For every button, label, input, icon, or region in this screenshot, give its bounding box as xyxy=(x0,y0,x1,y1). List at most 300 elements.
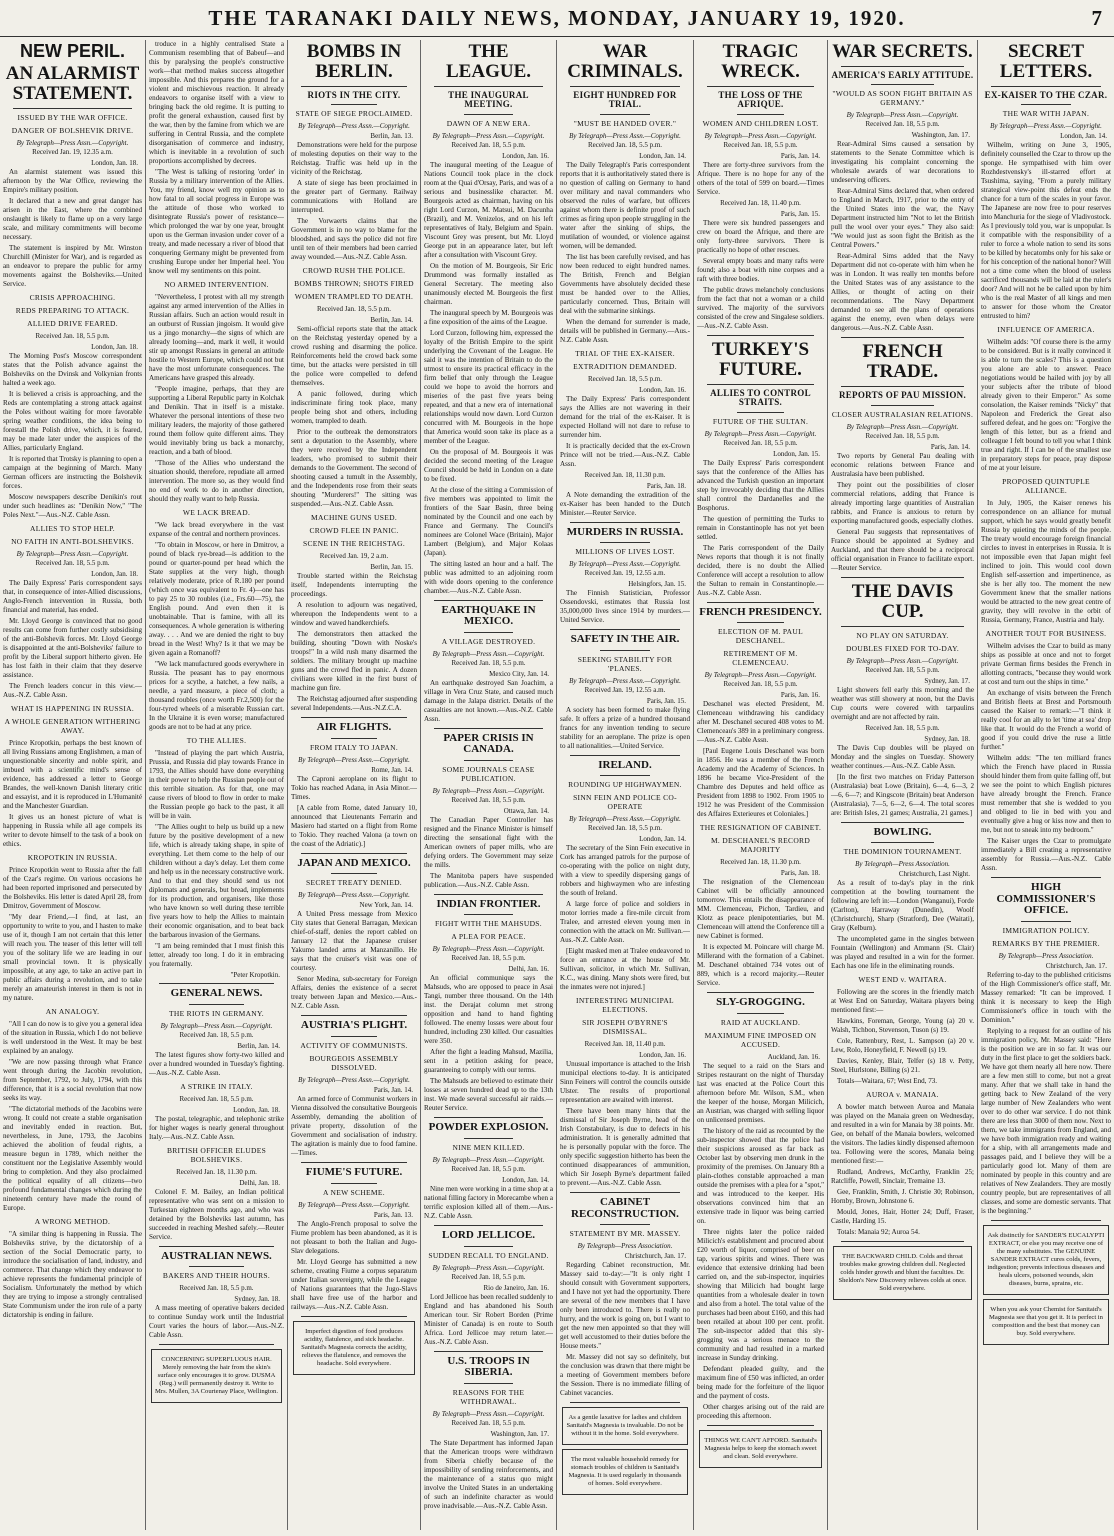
deck-line: SCENE IN THE REICHSTAG. xyxy=(303,539,405,549)
received-line: Received Jan. 18, 5.5 p.m. xyxy=(316,305,392,314)
article-paragraph: Several empty boats and many rafts were found; also a boat with nine corpses and a raft with three bodies. xyxy=(697,256,824,283)
dateline: London, Jan. 14. xyxy=(639,835,686,844)
byline: By Telegraph—Press Assn.—Copyright. xyxy=(990,122,1102,131)
deck-line: ANOTHER TOUT FOR BUSINESS. xyxy=(985,629,1107,639)
headline: NEW PERIL. xyxy=(19,41,125,61)
deck-line: WHAT IS HAPPENING IN RUSSIA. xyxy=(10,703,135,713)
article-paragraph: Davies, Kenley, Blair, Telfer (s) 18 v. Petty, Steel, Hurlstone, Billing (s) 21. xyxy=(831,1057,974,1075)
deck-line: ALLIES TO STOP HELP. xyxy=(30,523,115,533)
received-line: Received Jan. 19, 2 a.m. xyxy=(319,552,389,561)
received-line: Received Jan. 18, 5.5 p.m. xyxy=(587,374,663,383)
dateline: Auckland, Jan. 16. xyxy=(767,1052,820,1061)
received-line: Received Jan. 19, 12.35 a.m. xyxy=(32,147,113,156)
article-paragraph: A United Press message from Mexico City states that General Barragan, Mexican chief-of-staff, denies the report cabled on January 12 that the Japanese cruiser Yakumo landed arms at Manzanillo. He says that the cruiser's visit was one of courtesy. xyxy=(291,910,417,973)
byline: By Telegraph—Press Assn.—Copyright. xyxy=(160,1021,273,1030)
column-rule xyxy=(301,86,407,87)
headline: CABINET RECONSTRUCTION. xyxy=(571,1196,679,1220)
column-rule xyxy=(1021,104,1071,105)
article-paragraph: When the demand for surrender is made, details will be published in Germany.—Aus.-N.Z. Cable Assn. xyxy=(560,317,690,344)
column-rule xyxy=(737,114,784,115)
article-paragraph: Hawkins, Foreman, George, Young (a) 20 v. Walsh, Tichbon, Stevenson, Tuson (s) 19. xyxy=(831,1017,974,1035)
article-paragraph: It declared that a new and great danger has arisen in the East, where the combined onslaught is likely to flame up on a very large scale, and military commitments will become necessary. xyxy=(3,196,142,241)
column-rule xyxy=(707,992,814,993)
deck-line: A PLEA FOR PEACE. xyxy=(451,932,526,942)
article-paragraph: Cole, Rattenbury, Rest, L. Sampson (a) 20 v. Lew, Rolo, Honeyfield, F. Newell (s) 19. xyxy=(831,1037,974,1055)
column-rule xyxy=(464,114,513,115)
deck-line: FROM ITALY TO JAPAN. xyxy=(310,742,398,752)
article-paragraph: troduce in a highly centralised State a Communism resembling that of Babeuf—and this by paralysing the people's constructive work—that method makes success altogether impossible. And this prepares the ground for a violent and mischievous reaction. It already endeavors to organise itself with a view to bringing back the old regime. It is putting to profit the general exhaustion, caused first by the war, then by the famine from which we are suffering in Central Russia, and the complete disorganisation of commerce and industry, which is inevitable in a revolution of such proportions accomplished by decrees. xyxy=(149,40,284,165)
deck-line: ISSUED BY THE WAR OFFICE. xyxy=(17,112,128,122)
column-rule xyxy=(871,842,934,843)
dateline: Paris, Jan. 18. xyxy=(646,481,686,490)
article-paragraph: Lord Curzon, following him, expressed the loyalty of the British Empire to the spirit underlying the Covenant of the League. He said it was the intention of Britain to do the utmost to ensure its practical efficacy in the firm belief that only through the League could we hope to avoid the horrors and miseries of the past five years being repeated, and that a new era of international relationships would now dawn. Lord Curzon concurred with M. Bourgeois in the hope that America would soon take its place as a member of the League. xyxy=(424,328,553,445)
subheadline: EX-KAISER TO THE CZAR. xyxy=(984,89,1108,100)
column-rule xyxy=(600,650,650,651)
subheadline: THE INAUGURAL MEETING. xyxy=(448,89,529,110)
headline: AUSTRALIAN NEWS. xyxy=(161,1249,272,1262)
column-rule xyxy=(464,1138,513,1139)
deck-line: NO ARMED INTERVENTION. xyxy=(164,280,269,289)
received-line: Received Jan. 18, 5.5 p.m. xyxy=(451,954,526,963)
headline: FIUME'S FUTURE. xyxy=(305,1165,403,1178)
article-paragraph: Lord Jellicoe has been recalled suddenly to England and has abandoned his South American tour. Sir Robert Borden (Prime Minister of Canada) is en route to South Africa. Lord Jellicoe may return later.—Aus.-N.Z. Cable Assn. xyxy=(424,1292,553,1346)
article-paragraph: On the motion of M. Bourgeois, Sir Eric Drummond was formally installed as General Secretary. The meeting also unanimously elected M. Bourgeois the first chairman. xyxy=(424,261,553,306)
article-paragraph: After the fight a leading Mahsud, Mazilia, sent in a petition asking for peace, guaranteeing to comply with our terms. xyxy=(424,1048,553,1075)
article-paragraph: Totals—Waitara, 67; West End, 73. xyxy=(837,1077,938,1086)
article-paragraph: Gee, Franklin, Smith, J. Christie 30; Robinson, Hornby, Brown, Johnstone 6. xyxy=(831,1188,974,1206)
dateline: Christchurch, Jan. 17. xyxy=(1045,961,1107,970)
column-2 xyxy=(146,40,288,1530)
column-rule xyxy=(301,1015,407,1016)
article-paragraph: Mr. Lloyd George is convinced that no good results can come from further costly subsidising of the anti-Bolshevik forces. Mr. Lloyd George is disappointed at the anti-Bolsheviks' failure to profit by the Liberal support hitherto given. He has lost faith in their claim that they deserve assistance. xyxy=(3,616,142,679)
article-paragraph: A resolution to adjourn was negatived, whereupon the Independents went to a window and waved handkerchiefs. xyxy=(291,601,417,628)
dateline: Paris, Jan. 14. xyxy=(780,151,820,160)
article-paragraph: "We lack manufactured goods everywhere in Russia. The peasant has to pay enormous prices for a scythe, a hatchet, a few nails, a needle, a yard measure, a piece of cloth; a thousand roubles (once worth Fr.2,500) for the four-tyred wheels of a miserable Russian cart. In the Ukraine it is even worse; manufactured goods are not to be had at any price. xyxy=(149,660,284,731)
article-paragraph: [Eight masked men at Tralee endeavored to force an entrance at the house of Mr. Sullivan, solicitor, in which Mr. Sullivan, K.C., was dining. Many shots were fired, but the inmates were not injured.] xyxy=(560,947,690,992)
dateline: Paris, Jan. 14. xyxy=(373,1085,413,1094)
article-paragraph: Unusual importance is attached to the Irish municipal elections to-day. It is anticipated Sinn Feiners will control the councils outside Ulster. The results of proportional representation are awaited with interest. xyxy=(560,1060,690,1105)
advertisement xyxy=(562,1449,688,1495)
article-paragraph: The inaugural meeting of the League of Nations Council took place in the clock room at the Quai d'Orsay, Paris, and was of a serious and businesslike character. M. Bourgeois acted as chairman, having on his right Lord Curzon, M. Matsui, M. Dacunha (Brazil), and M. Venizelos, and on his left representatives of Italy, Belgium and Spain. Viscount Grey was present, but Mr. Lloyd George put in an appearance later, but left after a consultation with Viscount Grey. xyxy=(424,160,553,259)
article-paragraph: Rear-Admiral Sims declared that, when ordered to England in March, 1917, prior to the entry of the United States into the war, the Navy Department instructed him "Not to let the British pull the wool over your eyes." They also said: "We would just as soon fight the British as the Central Powers." xyxy=(831,187,974,250)
byline: By Telegraph—Press Assn.—Copyright. xyxy=(432,1263,545,1272)
column-rule xyxy=(841,66,964,67)
byline: By Telegraph—Press Assn.—Copyright. xyxy=(846,422,959,431)
article-paragraph: Trouble started within the Reichstag itself, Independents interrupting the proceedings. xyxy=(291,572,417,599)
byline: By Telegraph—Press Assn.—Copyright. xyxy=(298,755,410,764)
dateline: Berlin, Jan. 15. xyxy=(370,563,413,572)
received-line: Received Jan. 18, 5.5 p.m. xyxy=(723,680,798,689)
dateline: Rome, Jan. 14. xyxy=(371,765,413,774)
dateline: Berlin, Jan. 14. xyxy=(237,1041,280,1050)
column-rule xyxy=(707,602,814,603)
article-paragraph: "The dictatorial methods of the Jacobins were wrong. It could not create a stable organisation and inevitably ended in reaction. But, nevertheless, in June, 1793, the Jacobins achieved the abolition of feudal rights, a measure begun in 1789, which neither the constituent nor the Legislative Assembly would bring to completion. And they also proclaimed the political equality of all citizens—two profound fundamental changes which during the nineteenth century have made the round of Europe. xyxy=(3,1104,142,1212)
column-rule xyxy=(570,86,680,87)
subheadline: ALLIES TO CONTROL STRAITS. xyxy=(710,387,811,408)
column-rule xyxy=(189,1004,244,1005)
article-paragraph: On the proposal of M. Bourgeois it was decided the second meeting of the League Council should be held in London on a date to be fixed. xyxy=(424,447,553,483)
article-paragraph: The public draws melancholy conclusions from the fact that not a woman or a child survived. The majority of the survivors consisted of the crew and Singalese soldiers.—Aus.-N.Z. Cable Assn. xyxy=(697,285,824,330)
article-paragraph: [Paul Eugene Louis Deschanel was born in 1856. He was a member of the French Academy and the Academy of Sciences. In 1896 he became Vice-President of the Chambre des Deputes and held office as President from 1898 to 1902. From 1905 to 1912 he was President of the Commission des Affaires Exterieures et Coloniales.] xyxy=(697,747,824,819)
deck-line: BOURGEOIS ASSEMBLY DISSOLVED. xyxy=(309,1053,399,1072)
byline: By Telegraph—Press Assn.—Copyright. xyxy=(704,671,817,680)
byline: By Telegraph—Press Assn.—Copyright. xyxy=(704,131,817,140)
dateline: Paris, Jan. 13. xyxy=(373,1210,413,1219)
received-line: Received Jan. 18, 5.5 p.m. xyxy=(451,658,526,667)
headline: INDIAN FRONTIER. xyxy=(436,897,541,910)
deck-line: A WRONG METHOD. xyxy=(34,1216,111,1226)
deck-line: SINN FEIN AND POLICE CO-OPERATE xyxy=(573,793,677,812)
byline: By Telegraph—Press Assn.—Copyright. xyxy=(432,1156,545,1165)
article-paragraph: There are forty-three survivors from the Afrique. There is no hope for any of the others of the total of 599 on board.—Times Service. xyxy=(697,160,824,196)
article-paragraph: The Reichstag adjourned after suspending several Independents.—Aus.-N.Z.C.A. xyxy=(291,695,417,713)
article-paragraph: The Canadian Paper Controller has resigned and the Finance Minister is himself directing the sensational fight with the American owners of paper mills, who are defying orders. The Government may seize the mills. xyxy=(424,815,553,869)
deck-line: WOMEN TRAMPLED TO DEATH. xyxy=(294,292,414,302)
headline: IRELAND. xyxy=(598,758,652,771)
article-paragraph: "Those of the Allies who understand the situation should, therefore, repudiate all armed intervention. The more so, as they would find no end of work to do in another direction, should they really want to help Russia. xyxy=(149,459,284,503)
dateline: Christchurch, Last Night. xyxy=(898,870,970,879)
column-7 xyxy=(828,40,978,1530)
article-paragraph: Totals: Manaia 92; Auroa 54. xyxy=(837,1228,920,1237)
article-paragraph: "The Allies ought to help us build up a new future by the positive development of a new life, which is already taking shape, in spite of everything. Let them come to the help of our children without a day's delay. Let them come and help us in the necessary constructive work. And to that end they should send us not diplomats and generals, but bread, implements for its production, and organisers, like those who have known so well during these terrible five years how to help the Allies to maintain their economic organisation, and to beat back the barbarous invasion of the Germans. xyxy=(149,823,284,939)
dateline: "Peter Kropotkin. xyxy=(230,971,280,979)
column-rule xyxy=(301,853,407,854)
article-paragraph: An armed force of Communist workers in Vienna dissolved the consultative Bourgeois Assembly, demanding the abolition of private property, dissolution of the Government and socialisation of industry. The agitation is mainly due to food famine.—Times. xyxy=(291,1094,417,1157)
received-line: Received Jan. 18, 5.5 p.m. xyxy=(451,1165,526,1174)
article-paragraph: The Daily Express' Paris correspondent says the Allies are not wavering in their demand for the trial of the ex-Kaiser. It is expected Holland will not dare to refuse to surrender him. xyxy=(560,394,690,439)
headline: WAR CRIMINALS. xyxy=(567,41,683,82)
headline: FRENCH TRADE. xyxy=(862,341,943,383)
dateline: London, Jan. 18. xyxy=(91,342,138,351)
deck-line: REDS PREPARING TO ATTACK. xyxy=(15,305,130,315)
received-line: Received Jan. 19, 12.55 a.m. xyxy=(584,685,666,694)
column-rule xyxy=(159,1246,274,1247)
article-paragraph: There have been many hints that the dismissal of Sir Joseph Byrne, head of the Irish Constabulary, is due to defects in his administration. It is generally admitted that he is personally popular with the force. The only specific suggestion hitherto has been the continued disappearances of ammunition, which Sir Joseph Byrne's department failed to prevent.—Aus.-N.Z. Cable Assn. xyxy=(560,1107,690,1188)
article-paragraph: Nine men were working in a time shop at a national filling factory in Morecambe when a terrific explosion killed all of them.—Aus.-N.Z. Cable Assn. xyxy=(424,1185,553,1221)
dateline: London, Jan. 16. xyxy=(639,1051,686,1060)
dateline: Sydney, Jan. 18. xyxy=(234,1295,280,1304)
deck-line: NINE MEN KILLED. xyxy=(452,1143,525,1153)
advertisement xyxy=(151,1349,282,1403)
headline: WAR SECRETS. xyxy=(832,41,973,62)
deck-line: DOUBLES FIXED FOR TO-DAY. xyxy=(845,643,960,653)
article-paragraph: Defendant pleaded guilty, and the maximum fine of £50 was inflicted, an order being made for the forfeiture of the liquor and the payment of costs. xyxy=(697,1364,824,1400)
article-paragraph: The latest figures show forty-two killed and over a hundred wounded in Tuesday's fighting.—Aus.-N.Z. Cable Assn. xyxy=(149,1050,284,1077)
deck-line: A STRIKE IN ITALY. xyxy=(180,1081,253,1091)
deck-line: WEST END v. WAITARA. xyxy=(858,975,947,985)
received-line: Received Jan. 18, 11.40 p.m. xyxy=(720,198,801,207)
article-paragraph: The Anglo-French proposal to solve the Fiume problem has been abandoned, as it is not pleasant to both the Italian and Jugo-Slav delegations. xyxy=(291,1219,417,1255)
column-rule xyxy=(841,822,964,823)
column-rule xyxy=(841,626,964,627)
article-paragraph: The Davis Cup doubles will be played on Monday and the singles on Tuesday. Showery weather continues.—Aus.-N.Z. Cable Assn. xyxy=(831,743,974,770)
article-paragraph: Prior to the outbreak the demonstrators sent a deputation to the Assembly, where they were received by the Independent leaders, who promised to submit their demands to the Government. The second of shooting caused a tumult in the Assembly, and the Independents rose from their seats shouting "Murderers!" The sitting was suspended.—Aus.-N.Z. Cable Assn. xyxy=(291,428,417,509)
masthead xyxy=(0,0,1114,37)
dateline: London, Jan. 18. xyxy=(233,1105,280,1114)
article-paragraph: The resignation of the Clemenceau Cabinet will be officially announced tomorrow. This entails the disappearance of MM. Clemenceau, Pichon, Tardieu, and Klotz as peace plenipotentiaries, but M. Clemenceau will attend the Conference till a new Cabinet is formed. xyxy=(697,878,824,941)
deck-line: IMMIGRATION POLICY. xyxy=(1002,925,1090,935)
deck-line: SEEKING STABILITY FOR 'PLANES. xyxy=(577,654,673,673)
advertisement xyxy=(293,1321,415,1375)
article-paragraph: Two reports by General Pau dealing with economic relations between France and Australasia have been published. xyxy=(831,451,974,478)
dateline: London, Jan. 16. xyxy=(639,385,686,394)
article-paragraph: The inaugural speech by M. Bourgeois was a fine exposition of the aims of the League. xyxy=(424,308,553,326)
article-paragraph: Following are the scores in the friendly match at West End on Saturday, Waitara players being mentioned first:— xyxy=(831,988,974,1015)
article-paragraph: Wilhelm, writing on June 3, 1905, definitely counselled the Czar to throw up the sponge. He sympathised with him over Rozhdestvensky's ill-starred effort at Tsushima, saying, "From a purely military strategical view-point this defeat ends the chance for a turn of the scales in your favor. The Japanese are now free to pour reserves into Manchuria for the siege of Vladivostock. As I previously told you, war is unpopular. Is it compatible with the responsibility of a ruler to force a whole nation to send its sons to be killed by hecatombs only for his sake or for his conception of the national honor? Will not a time come when the blood of useless sacrificed thousands will be laid at the ruler's door? And will not he be called upon by him who is the real Master of all kings and men to answer for those whom the Creator entrusted to him? xyxy=(981,141,1111,321)
headline: U.S. TROOPS IN SIBERIA. xyxy=(447,1354,530,1379)
article-paragraph: The Daily Express' Paris correspondent says that, in consequence of inter-Allied discussions, Anglo-French intervention in Russia, both financial and material, has ended. xyxy=(3,578,142,614)
headline: MURDERS IN RUSSIA. xyxy=(566,525,684,538)
byline: By Telegraph—Press Assn.—Copyright. xyxy=(846,111,959,120)
deck-line: CLOSER AUSTRALASIAN RELATIONS. xyxy=(831,409,974,419)
article-paragraph: The sequel to a raid on the Stars and Stripes restaurant on the night of Thursday last was enacted at the Police Court this afternoon before Mr. Wilson, S.M., when the keeper of the house, Morgan Milicich, an Austrian, was charged with selling liquor on unlicensed premises. xyxy=(697,1061,824,1124)
column-rule xyxy=(600,1224,650,1225)
column-rule xyxy=(600,542,650,543)
column-rule xyxy=(991,1220,1101,1221)
article-paragraph: "All I can do now is to give you a general idea of the situation in Russia, which I do not believe is well understood in the West. It may be best explained by an analogy. xyxy=(3,1019,142,1055)
article-paragraph: The postal, telegraphic, and telephonic strike for higher wages is nearly general throughout Italy.—Aus.-N.Z. Cable Assn. xyxy=(149,1114,284,1141)
article-paragraph: The Morning Post's Moscow correspondent states that the Polish advance against the Bolsheviks on the Dvinsk and Volkynian fronts halted a week ago. xyxy=(3,351,142,387)
advertisement xyxy=(833,1246,972,1300)
received-line: Received Jan. 18, 5.5 p.m. xyxy=(179,1284,254,1293)
article-paragraph: [A cable from Rome, dated January 10, announced that Lieutenants Ferrarin and Masiero had started on a flight from Rome to Tokio. They reached Valona (a town on the coast of the Adriatic).] xyxy=(291,803,417,848)
received-line: Received Jan. 18, 5.5 p.m. xyxy=(723,438,798,447)
article-paragraph: The French leaders concur in this view.—Aus.-N.Z. Cable Assn. xyxy=(3,681,142,699)
column-rule xyxy=(331,873,377,874)
byline: By Telegraph—Press Assn.—Copyright. xyxy=(298,122,410,131)
deck-line: ALLIED DRIVE FEARED. xyxy=(27,318,118,328)
received-line: Received Jan. 18, 5.5 p.m. xyxy=(451,1418,526,1427)
advertisement xyxy=(699,1430,822,1468)
article-paragraph: "I am being reminded that I must finish this letter, already too long. I do it in embracing you fraternally. xyxy=(149,942,284,968)
headline: THE DAVIS CUP. xyxy=(851,580,954,622)
deck-line: BOMBS THROWN; SHOTS FIRED xyxy=(294,279,414,289)
article-paragraph: A Note demanding the extradition of the ex-Kaiser has been handed to the Dutch Minister.—Reuter Service. xyxy=(560,490,690,517)
columns xyxy=(0,40,1114,1536)
column-rule xyxy=(331,104,377,105)
headline: LORD JELLICOE. xyxy=(442,1229,535,1242)
byline: By Telegraph—Press Assn.—Copyright. xyxy=(569,560,681,569)
deck-line: BRITISH OFFICER ELUDES BOLSHEVIKS. xyxy=(166,1145,267,1164)
article-paragraph: Three nights later the police raided Milicich's establishment and procured about £20 worth of liquor, comprised of beer on tap, various spirits and wines. There was evidence that extensive drinking had been carried on, and the sub-inspector, inquiries showing that Milicich had bought large quantities from a wholesale dealer in town and also from a hotel. The total value of the purchases had been about £160, and this had been retailed at about 100 per cent. profit. The sub-inspector added that this sly-grogging was a serious menace to the community and had resulted in a marked increase in Sunday drinking. xyxy=(697,1227,824,1362)
deck-line: WE LACK BREAD. xyxy=(182,508,251,517)
received-line: Received Jan. 18, 5.5 p.m. xyxy=(723,140,798,149)
article-paragraph: "The West is talking of restoring 'order' in Russia by a military intervention of the Allies. You, my friend, know well my opinion as to how fatal to all social progress in Europe was the attitude of those who worked to disintegrate Russia's power of resistance—which prolonged the war by one year, brought upon us the German invasion under cover of a treaty, and made necessary a river of blood that conquering Germany might be prevented from crushing Europe under her Imperial heel. You know well my sentiments on this point. xyxy=(149,168,284,275)
article-paragraph: It is practically decided that the ex-Crown Prince will not be tried.—Aus.-N.Z. Cable Assn. xyxy=(560,441,690,468)
column-rule xyxy=(707,384,814,385)
advertisement-text: The most valuable household remedy for stomach troubles of children is Sanitaid's Magnesia. It is used regularly in thousands of homes. Sold everywhere. xyxy=(568,1456,682,1488)
advertisement-text: CONCERNING SUPERFLUOUS HAIR. Merely removing the hair from the skin's surface only encourages it to grow. DUSMA (Reg.) will permanently destroy it. Write to Mrs. Mullen, 3A Courtenay Place, Wellington. xyxy=(155,1356,278,1396)
column-rule xyxy=(434,894,543,895)
article-paragraph: There were six hundred passengers and crew on board the Afrique, and there are only forty-three survivors. There is practically no hope of other rescues. xyxy=(697,218,824,254)
byline: By Telegraph—Press Assn.—Copyright. xyxy=(569,131,681,140)
column-rule xyxy=(464,632,513,633)
article-paragraph: A large force of police and soldiers in motor lorries made a fire-mile circuit from Tralee, and arrested eleven young men in connection with the attack on Mr. Sullivan.—Aus.-N.Z. Cable Assn. xyxy=(560,900,690,945)
article-paragraph: Replying to a request for an outline of his immigration policy, Mr. Massey said: "Here is the position we are in so far. It was our duty in the first place to get the soldiers back. We have got them nearly all here now. There are a few men still to come, but not a great many. After that we shall take in hand the getting back to New Zealand of the very large number of New Zealanders who went over to do other war service. I do not think there are less than 3000 of them now. Next to them, we take immigrants from England, and we have both immigration ready and waiting for a ship, with all arrangements made and passages paid, and I believe they will be a particularly good lot. Many of them are nominated by people in this country and are relatives of New Zealanders. They are mostly country people, but are representatives of all classes, and some are domestic servants. That is the beginning." xyxy=(981,1026,1111,1215)
headline: PAPER CRISIS IN CANADA. xyxy=(443,731,534,756)
deck-line: MAXIMUM FINE IMPOSED ON ACCUSED. xyxy=(704,1030,817,1049)
deck-line: MILLIONS OF LIVES LOST. xyxy=(575,547,675,557)
received-line: Received Jan. 18, 5.5 p.m. xyxy=(865,120,940,129)
deck-line: FUTURE OF THE SULTAN. xyxy=(712,416,809,426)
received-line: Received Jan. 18, 5.5 p.m. xyxy=(451,795,526,804)
column-rule xyxy=(331,738,377,739)
dateline: London, Jan. 18. xyxy=(91,569,138,578)
dateline: Delhi, Jan. 16. xyxy=(508,965,549,974)
article-paragraph: A society has been formed to make flying safe. It offers a prize of a hundred thousand francs for any invention tending to secure stability for an aeroplane. The prize is open to all nationalities.—United Service. xyxy=(560,705,690,750)
article-paragraph: Light showers fell early this morning and the weather was still showery at noon, but the Davis Cup courts were covered with tarpaulins overnight and are not affected by rain. xyxy=(831,685,974,721)
deck-line: DAWN OF A NEW ERA. xyxy=(446,118,531,128)
article-paragraph: A bowler match between Auroa and Manaia was played on the Manaia green on Wednesday, and resulted in a win for Manaia by 38 points. Mr. Gee, on behalf of the Manaia bowlers, welcomed the visitors. The ladies kindly dispensed afternoon tea. Following were the scores, Manaia being mentioned first:— xyxy=(831,1103,974,1166)
column-rule xyxy=(434,1351,543,1352)
deck-line: TO THE ALLIES. xyxy=(186,736,247,745)
advertisement xyxy=(562,1407,688,1445)
article-paragraph: The Paris correspondent of the Daily News reports that though it is not finally decided, there is no doubt the Allied Conference will accept a resolution to allow the Sultan to remain in Constantinople.—Aus.-N.Z. Cable Assn. xyxy=(697,543,824,597)
headline: SLY-GROGGING. xyxy=(716,996,805,1009)
article-paragraph: Senor Medina, sub-secretary for Foreign Affairs, denies the existence of a secret treaty between Japan and Mexico.—Aus.-N.Z. Cable Assn. xyxy=(291,975,417,1011)
received-line: Received Jan. 18, 5.5 p.m. xyxy=(587,140,663,149)
article-paragraph: The Manitoba papers have suspended publication.—Aus.-N.Z. Cable Assn. xyxy=(424,871,553,889)
byline: By Telegraph—Press Assn.—Copyright. xyxy=(569,676,681,685)
column-rule xyxy=(841,337,964,338)
column-8 xyxy=(978,40,1114,1530)
byline: By Telegraph—Press Assn.—Copyright. xyxy=(432,1409,545,1418)
dateline: Washington, Jan. 17. xyxy=(490,1429,549,1438)
article-paragraph: Deschanel was elected President, M. Clemenceau withdrawing his candidacy after M. Deschanel secured 408 votes to M. Clemenceau's 389 in a preliminary congress.—Aus.-N.Z. Cable Assn. xyxy=(697,700,824,745)
column-rule xyxy=(737,1013,784,1014)
column-rule xyxy=(434,1117,543,1118)
deck-line: MACHINE GUNS USED. xyxy=(310,513,398,523)
article-paragraph: The secretary of the Sinn Fein executive in Cork has arranged patrols for the purpose of co-operating with the police on night duty, with a view to speedily dispersing gangs of robbers and highwaymen who are infesting the south of Ireland. xyxy=(560,844,690,898)
article-paragraph: Prince Kropotkin went to Russia after the fall of the Czar's regime. On various occasions he had been reported imprisoned and persecuted by the Bolsheviks. His letter is dated April 28, from Dmitrov, Government of Moscow. xyxy=(3,865,142,910)
article-paragraph: Other charges arising out of the raid are proceeding this afternoon. xyxy=(697,1402,824,1420)
deck-line: REMARKS BY THE PREMIER. xyxy=(992,938,1100,948)
article-paragraph: Colonel F. M. Bailey, an Indian political representative who was sent on a mission to Turkestan eighteen months ago, and who was detained by the Bolsheviks last autumn, has succeeded in reaching Meshed safely.—Reuter Service. xyxy=(149,1187,284,1241)
column-rule xyxy=(707,335,814,336)
page-number: 7 xyxy=(1091,6,1102,30)
advertisement-text: Ask distinctly for SANDER'S EUCALYPTI EXTRACT, or else you may receive one of the many substitutes. The GENUINE SANDER EXTRACT cures colds, fevers, indigestion; prevents infectious diseases and heals ulcers, poisoned wounds, skin diseases, burns, sprains, etc. xyxy=(987,1231,1105,1287)
article-paragraph: The history of the raid as recounted by the sub-inspector showed that the police had their suspicions aroused as far back as October last by observing men drunk in the proximity of the premises. On January 8th a plain-clothes constable approached a man outside the premises with a plea for a "spot," and was introduced to the keeper. His observations convinced him that an extensive trade in liquor was being carried on. xyxy=(697,1126,824,1225)
article-paragraph: Semi-official reports state that the attack on the Reichstag yesterday opened by a crowd rushing and disarming the police. Reinforcements held the crowd back some time, but the attacks were persisted in till the police were compelled to defend themselves. xyxy=(291,325,417,388)
column-rule xyxy=(991,877,1101,878)
deck-line: RETIREMENT OF M. CLEMENCEAU. xyxy=(723,649,798,668)
column-rule xyxy=(841,1241,964,1242)
article-paragraph: It is expected M. Poincare will charge M. Millerand with the formation of a Cabinet. M. Deschanel obtained 734 votes out of 889, which is a record majority.—Reuter Service. xyxy=(697,943,824,988)
article-paragraph: In July, 1905, the Kaiser renews his correspondence on an alliance for mutual support, which he says would greatly benefit Russia by quieting the minds of the people. The treaty would encourage foreign financial circles to invest in enterprises in Russia. It is not impossible even that Japan might feel inclined to join. This would cool down English self-assertion and impertinence, as she is her ally too. The moment the new Government knew that the smaller nations would be attracted to the new great centre of gravity, they will revolve in the orbit of Russia, Germany, France, Austria and Italy. xyxy=(981,499,1111,625)
dateline: Helsingfors, Jan. 15. xyxy=(628,580,686,589)
column-rule xyxy=(464,914,513,915)
column-rule xyxy=(737,412,784,413)
headline: BOMBS IN BERLIN. xyxy=(306,41,402,82)
deck-line: INTERESTING MUNICIPAL ELECTIONS. xyxy=(576,996,674,1015)
deck-line: KROPOTKIN IN RUSSIA. xyxy=(27,852,118,862)
article-paragraph: "Instead of playing the part which Austria, Prussia, and Russia did play towards France in 1793, the Allies should have done everything in their power to help the Russian people out of this terrible situation. As for that, one may cause rivers of blood to flow in order to make the Russian people go back to the past, it all will be in vain. xyxy=(149,749,284,820)
dateline: Mexico City, Jan. 14. xyxy=(489,669,549,678)
article-paragraph: Wilhelm adds: "The ten milliard francs which the French have placed in Russia should hinder them from quite falling off, but we see the point to which English pictures have already brought the French. France must remember that she is wedded to you and obliged to lie in bed with you and eventually give a hug or kiss now and then to me, but not to sneak into my bedroom." xyxy=(981,754,1111,835)
column-3 xyxy=(288,40,421,1530)
deck-line: CROWD FLEE IN PANIC. xyxy=(309,526,399,536)
deck-line: THE RESIGNATION OF CABINET. xyxy=(699,823,822,833)
masthead-title: THE TARANAKI DAILY NEWS, MONDAY, JANUARY 19, 1920. xyxy=(208,6,906,30)
column-rule xyxy=(434,86,543,87)
article-paragraph: It gives us an honest picture of what is happening in Russia while all age compels its writer to devote himself to the task of a book on ethics. xyxy=(3,812,142,848)
deck-line: REASONS FOR THE WITHDRAWAL. xyxy=(452,1387,525,1406)
column-rule xyxy=(570,522,680,523)
received-line: Received Jan. 18, 5.5 p.m. xyxy=(35,558,110,567)
byline: By Telegraph—Press Association. xyxy=(577,1242,673,1251)
article-paragraph: Mould, Jones, Hair, Hotter 24; Duff, Fraser, Castle, Harding 15. xyxy=(831,1208,974,1226)
received-line: Received Jan. 18, 5.5 p.m. xyxy=(451,1272,526,1281)
article-paragraph: The Daily Express' Paris correspondent says that the conference of the Allies has advanced the Turkish question an important step by irrevocably deciding that the Allies shall control the Dardanelles and the Bosphorus. xyxy=(697,458,824,512)
dateline: London, Jan. 14. xyxy=(639,151,686,160)
advertisement xyxy=(983,1299,1109,1345)
advertisement xyxy=(983,1225,1109,1295)
column-rule xyxy=(570,1402,680,1403)
column-rule xyxy=(737,622,784,623)
deck-line: WOMEN AND CHILDREN LOST. xyxy=(702,118,819,128)
byline: By Telegraph—Press Assn.—Copyright. xyxy=(432,945,545,954)
column-1 xyxy=(0,40,146,1530)
subheadline: REPORTS OF PAU MISSION. xyxy=(838,390,967,401)
column-rule xyxy=(301,717,407,718)
article-paragraph: Wilhelm advises the Czar to build as many ships as possible at once and not to forget private German firms besides the French in allotting contracts, "because they would work at cost and turn out the ships in time." xyxy=(981,642,1111,687)
column-rule xyxy=(841,577,964,578)
headline: GENERAL NEWS. xyxy=(170,987,263,999)
byline: By Telegraph—Press Assn.—Copyright. xyxy=(16,549,129,558)
received-line: Received Jan. 18, 5.5 p.m. xyxy=(587,824,663,833)
column-rule xyxy=(464,1383,513,1384)
dateline: London, Jan. 14. xyxy=(502,1176,549,1185)
article-paragraph: It is believed a crisis is approaching, and the Reds are contemplating a strong attack against the Poles without waiting for more favorable spring weather conditions, the idea being to forestall the Polish drive, which, it is feared, may be made later under the auspices of the Allies, particularly England. xyxy=(3,389,142,452)
dateline: London, Jan. 16. xyxy=(502,151,549,160)
column-rule xyxy=(464,760,513,761)
article-paragraph: The question of permitting the Turks to remain in Constantinople has not yet been settled. xyxy=(697,514,824,541)
article-paragraph: Moscow newspapers describe Denikin's rout under such headlines as: "Denikin Now," "The Poles Next."—Aus.-N.Z. Cable Assn. xyxy=(3,492,142,519)
article-paragraph: General Pau suggests that representatives of France should be appointed at Sydney and Auckland, and that there should be a reciprocal official organisation in France to facilitate export.—Reuter Service. xyxy=(831,527,974,572)
column-rule xyxy=(570,629,680,630)
deck-line: RAID AT AUCKLAND. xyxy=(720,1017,801,1027)
column-rule xyxy=(331,1183,377,1184)
advertisement-text: Imperfect digestion of food produces acidity, flatulence, and sick headache. Sanitaid's Magnesia corrects the acidity, relieves the flatulence, and removes the headache. Sold everywhere. xyxy=(301,1327,407,1367)
deck-line: SIR JOSEPH O'BYRNE'S DISMISSAL. xyxy=(582,1018,668,1037)
byline: By Telegraph—Press Assn.—Copyright. xyxy=(432,131,545,140)
article-paragraph: The State Department has informed Japan that the American troops were withdrawn from Siberia chiefly because of the impossibility of sending reinforcements, and the maintenance of a status quo might involve the United States in an undertaking of such an indefinite character as would prove inadvisable.—Aus.-N.Z. Cable Assn. xyxy=(424,1438,553,1510)
article-paragraph: "We lack bread everywhere in the vast expanse of the central and northern provinces. xyxy=(149,521,284,538)
column-rule xyxy=(301,1162,407,1163)
article-paragraph: They point out the possibilities of closer commercial relations, adding that France is already importing large quantities of Australian rabbits, and France is anxious to return by exporting manufactured goods, especially clothes. xyxy=(831,480,974,525)
article-paragraph: Regarding Cabinet reconstruction, Mr. Massey said to-day:—"It is only right I should consult with Government supporters, and I have not yet had the opportunity. There are several of the new members that I have only been introduced to. There is really no hurry, and the work is going on, but I want to get the new men appointed so that they will get well accustomed to their duties before the House meets." xyxy=(560,1261,690,1351)
headline: TRAGIC WRECK. xyxy=(721,41,800,82)
deck-line: BAKERS AND THEIR HOURS. xyxy=(162,1271,271,1281)
dateline: Delhi, Jan. 18. xyxy=(239,1178,280,1187)
headline: BOWLING. xyxy=(873,825,932,838)
deck-line: M. DESCHANEL'S RECORD MAJORITY xyxy=(710,836,811,855)
article-paragraph: "A similar thing is happening in Russia. The Bolsheviks strive, by the dictatorship of a section of the Social Democratic party, to introduce the socialisation of land, industry, and commerce. That change which they endeavor to achieve represents the fundamental principle of Socialism. Unfortunately the method by which they are trying to impose a strongly centralised State Communism under the iron rule of a party dictatorship is ending in failure. xyxy=(3,1229,142,1319)
byline: By Telegraph—Press Assn.—Copyright. xyxy=(298,1200,410,1209)
headline: AN ALARMIST STATEMENT. xyxy=(5,62,140,104)
column-rule xyxy=(301,1316,407,1317)
article-paragraph: The sitting lasted an hour and a half. The public was admitted to an adjoining room with wide doors opening to the conference chamber.—Aus.-N.Z. Cable Assn. xyxy=(424,559,553,595)
received-line: Received Jan. 18, 5.5 p.m. xyxy=(865,723,940,732)
subheadline: EIGHT HUNDRED FOR TRIAL. xyxy=(573,89,677,110)
column-rule xyxy=(991,86,1101,87)
deck-line: EXTRADITION DEMANDED. xyxy=(573,361,677,371)
deck-line: STATEMENT BY MR. MASSEY. xyxy=(569,1229,681,1239)
byline: By Telegraph—Press Association. xyxy=(855,860,950,869)
deck-line: A WHOLE GENERATION WITHERING AWAY. xyxy=(4,716,141,735)
article-paragraph: "My dear Friend,—I find, at last, an opportunity to write to you, and I hasten to make use of it, though I am not certain that this letter will reach you. The teaser of this letter will tell you of the solitary life we are leading in our small provincial town. It is physically impossible, at any age, to take an active part in public affairs during a revolution, and to take merely an amateurish interest in them is not in my nature. xyxy=(3,912,142,1002)
column-5 xyxy=(557,40,694,1530)
